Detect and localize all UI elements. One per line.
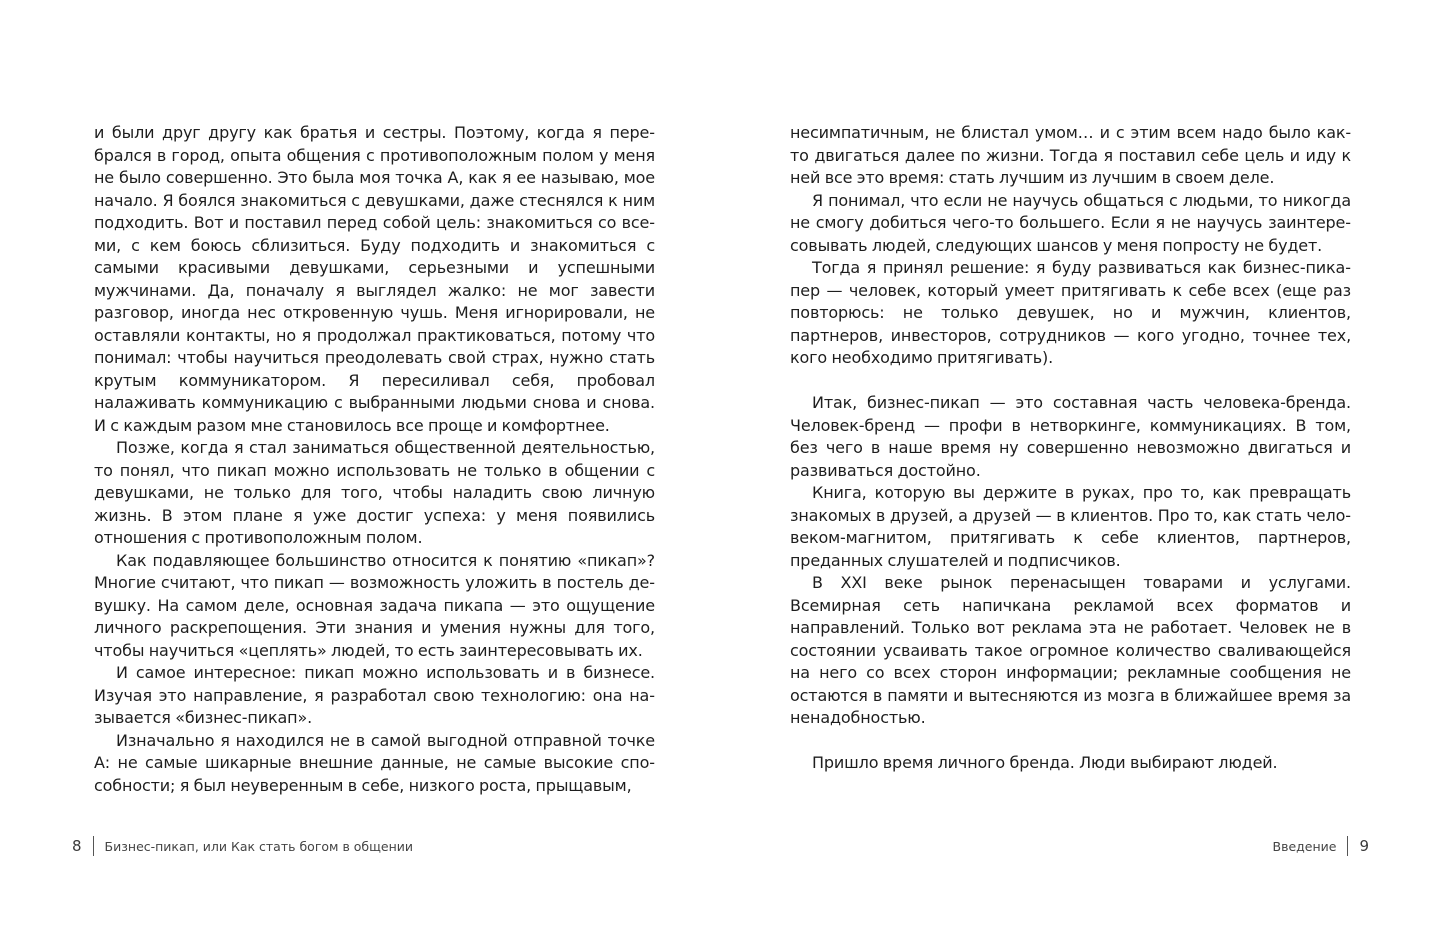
paragraph: Я понимал, что если не научусь общаться с людьми, то никогда не смогу добиться чего-то большего. Если я не научусь заинтересовывать людей, следующих шансов у меня попросту не будет. [790, 190, 1351, 255]
paragraph-gap [790, 730, 1351, 753]
running-title: Введение [1272, 838, 1337, 854]
paragraph: И самое интересное: пикап можно использовать и в бизнесе. Изучая это направление, я разработал свою технологию: она называется «бизнес-пикап». [94, 663, 655, 727]
left-page-footer [72, 836, 413, 856]
paragraph-gap [790, 370, 1351, 393]
page-number: 9 [1359, 837, 1369, 855]
paragraph: Книга, которую вы держите в руках, про то, как превращать знакомых в друзей, а друзей — в клиентов. Про то, как стать человеком-магнитом, притягивать к себе клиентов, партнеров, преданных слушателей и подписчиков. [790, 483, 1351, 570]
paragraph: и были друг другу как братья и сестры. Поэтому, когда я перебрался в город, опыта общения с противоположным полом у меня не было совершенно. Это была моя точка А, как я ее называю, мое начало. Я боялся знакомиться с девушками, даже стеснялся к ним подходить. Вот и поставил перед собой цель: знакомиться со всеми, с кем боюсь сблизиться. Буду подходить и знакомиться с самыми красивыми девушками, серьезными и успешными мужчинами. Да, поначалу я выглядел жалко: не мог завести разговор, иногда нес откровенную чушь. Меня игнорировали, не оставляли контакты, но я продолжал практиковаться, потому что понимал: чтобы научиться преодолевать свой страх, нужно стать крутым коммуникатором. Я пересиливал себя, пробовал налаживать коммуникацию с выбранными людьми снова и снова. И с каждым разом мне становилось все проще и комфортнее. [94, 123, 655, 435]
footer-divider [1347, 836, 1348, 856]
paragraph: Изначально я находился не в самой выгодной отправной точке А: не самые шикарные внешние данные, не самые высокие способности; я был неуверенным в себе, низкого роста, прыщавым, [94, 730, 655, 795]
page-number: 8 [72, 837, 82, 855]
paragraph: Позже, когда я стал заниматься общественной деятельностью, то понял, что пикап можно использовать не только в общении с девушками, не только для того, чтобы наладить свою личную жизнь. В этом плане я уже достиг успеха: у меня появились отношения с противоположным полом. [94, 438, 655, 547]
running-title: Бизнес-пикап, или Как стать богом в общении [104, 838, 414, 854]
footer-divider [93, 836, 94, 856]
paragraph: Как подавляющее большинство относится к понятию «пикап»? Многие считают, что пикап — возможность уложить в постель девушку. На самом деле, основная задача пикапа — это ощущение личного раскрепощения. Эти знания и умения нужны для того, чтобы научиться «цеплять» людей, то есть заинтересовывать их. [94, 550, 655, 660]
right-page-footer [1273, 836, 1370, 856]
paragraph: В XXI веке рынок перенасыщен товарами и услугами. Всемирная сеть напичкана рекламой всех форматов и направлений. Только вот реклама эта не работает. Человек не в состоянии усваивать такое огромное количество сваливающейся на него со всех сторон информации; рекламные сообщения не остаются в памяти и вытесняются из мозга в ближайшее время за ненадобностью. [790, 573, 1351, 727]
paragraph: Тогда я принял решение: я буду развиваться как бизнес-пикапер — человек, который умеет притягивать к себе всех (еще раз повторюсь: не только девушек, но и мужчин, клиентов, партнеров, инвесторов, сотрудников — кого угодно, точнее тех, кого необходимо притягивать). [790, 258, 1351, 367]
right-page-text [790, 122, 1351, 775]
left-page-text [94, 122, 655, 797]
paragraph: Пришло время личного бренда. Люди выбирают людей. [812, 753, 1278, 772]
left-page [0, 0, 722, 935]
paragraph: несимпатичным, не блистал умом… и с этим всем надо было как-то двигаться далее по жизни. Тогда я поставил себе цель и иду к ней все это время: стать лучшим из лучшим в своем деле. [790, 123, 1351, 187]
right-page [723, 0, 1445, 935]
paragraph: Итак, бизнес-пикап — это составная часть человека-бренда. Человек-бренд — профи в нетворкинге, коммуникациях. В том, без чего в наше время ну совершенно невозможно двигаться и развиваться достойно. [790, 393, 1351, 480]
